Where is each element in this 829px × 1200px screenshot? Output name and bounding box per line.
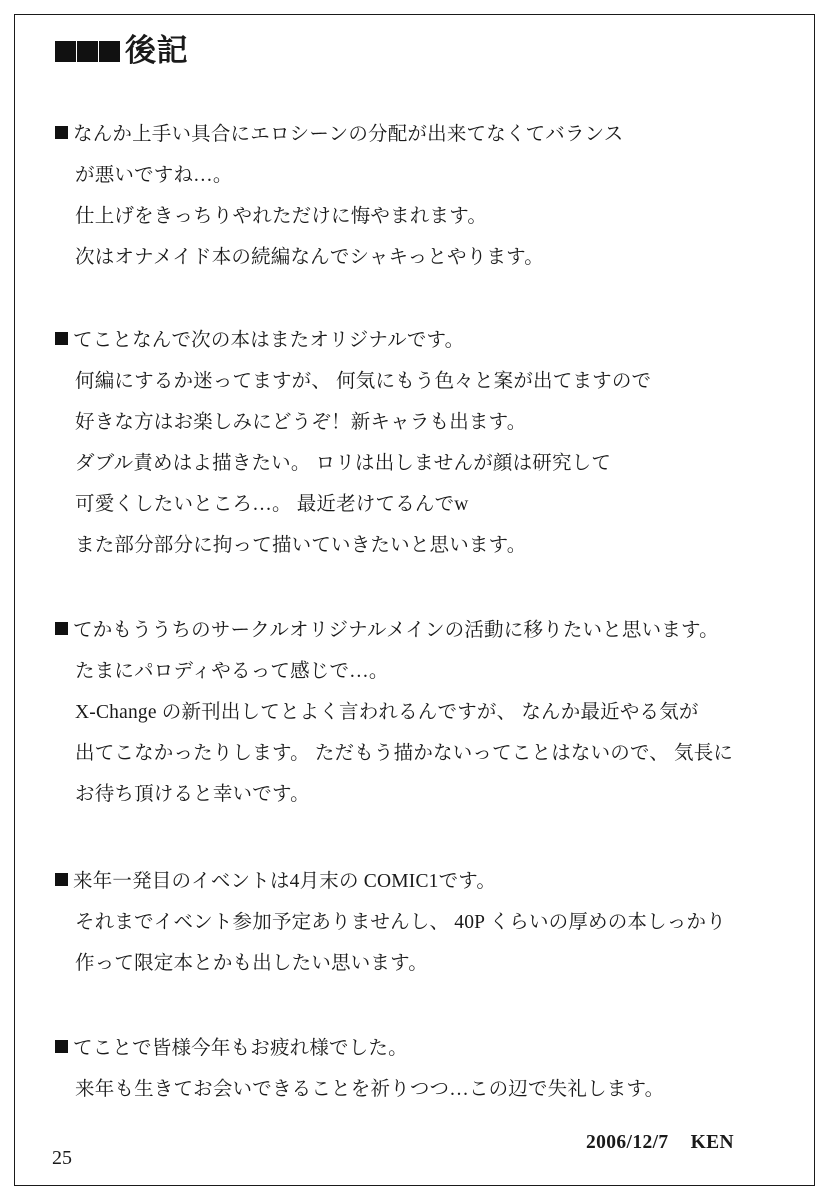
paragraph-line: ダブル責めはよ描きたい。 ロリは出しませんが顔は研究して (75, 453, 612, 475)
paragraph-line: たまにパロディやるって感じで…。 (75, 661, 389, 683)
paragraph-line-text: てことで皆様今年もお疲れ様でした。 (73, 1038, 408, 1060)
signature-date: 2006/12/7 (585, 1132, 669, 1154)
square-bullet-icon (55, 126, 68, 139)
paragraph-line: 出てこなかったりします。 ただもう描かないってことはないので、 気長に (75, 743, 734, 765)
paragraph-line-text: てことなんで次の本はまたオリジナルです。 (73, 330, 465, 352)
paragraph-line: が悪いですね…。 (75, 165, 233, 187)
square-bullet-icon (55, 1040, 68, 1053)
paragraph-line: 次はオナメイド本の続編なんでシャキっとやります。 (75, 247, 544, 269)
paragraph-line (55, 861, 789, 902)
paragraph-line: 作って限定本とかも出したい思います。 (75, 953, 428, 975)
square-marker-icon (55, 41, 76, 62)
paragraph-line (55, 610, 789, 651)
paragraph-line: 可愛くしたいところ…。 最近老けてるんでw (75, 494, 469, 516)
paragraph-line (55, 114, 789, 155)
paragraph-line: 来年も生きてお会いできることを祈りつつ…この辺で失礼します。 (75, 1079, 665, 1101)
paragraph-line-text: 来年一発目のイベントは4月末の COMIC1です。 (73, 871, 497, 893)
square-bullet-icon (55, 873, 68, 886)
page-content (55, 22, 789, 1170)
paragraph-line (55, 320, 789, 361)
afterword-paragraph (55, 610, 789, 815)
signature-author: KEN (690, 1132, 734, 1154)
paragraph-line: お待ち頂けると幸いです。 (75, 784, 310, 806)
afterword-paragraph (55, 1028, 789, 1110)
paragraph-line: 仕上げをきっちりやれただけに悔やまれます。 (75, 206, 488, 228)
paragraph-line: それまでイベント参加予定ありませんし、 40P くらいの厚めの本しっかり (75, 912, 726, 934)
afterword-paragraph (55, 320, 789, 566)
square-marker-icon (99, 41, 120, 62)
paragraph-line: 好きな方はお楽しみにどうぞ！新キャラも出ます。 (75, 412, 527, 434)
page-title (55, 34, 789, 68)
square-bullet-icon (55, 332, 68, 345)
afterword-paragraph (55, 114, 789, 278)
square-marker-icon (77, 41, 98, 62)
paragraph-line-text: てかもううちのサークルオリジナルメインの活動に移りたいと思います。 (73, 620, 719, 642)
title-marker-squares (55, 41, 121, 62)
square-bullet-icon (55, 622, 68, 635)
paragraph-line: X-Change の新刊出してとよく言われるんですが、 なんか最近やる気が (75, 702, 699, 724)
paragraph-line: 何編にするか迷ってますが、 何気にもう色々と案が出てますので (75, 371, 652, 393)
paragraph-line: また部分部分に拘って描いていきたいと思います。 (75, 535, 527, 557)
page-title-text: 後記 (125, 33, 189, 68)
page-number: 25 (52, 1147, 72, 1169)
signature (55, 1132, 789, 1154)
paragraph-line (55, 1028, 789, 1069)
paragraph-line-text: なんか上手い具合にエロシーンの分配が出来てなくてバランス (73, 124, 624, 146)
afterword-paragraph (55, 861, 789, 984)
